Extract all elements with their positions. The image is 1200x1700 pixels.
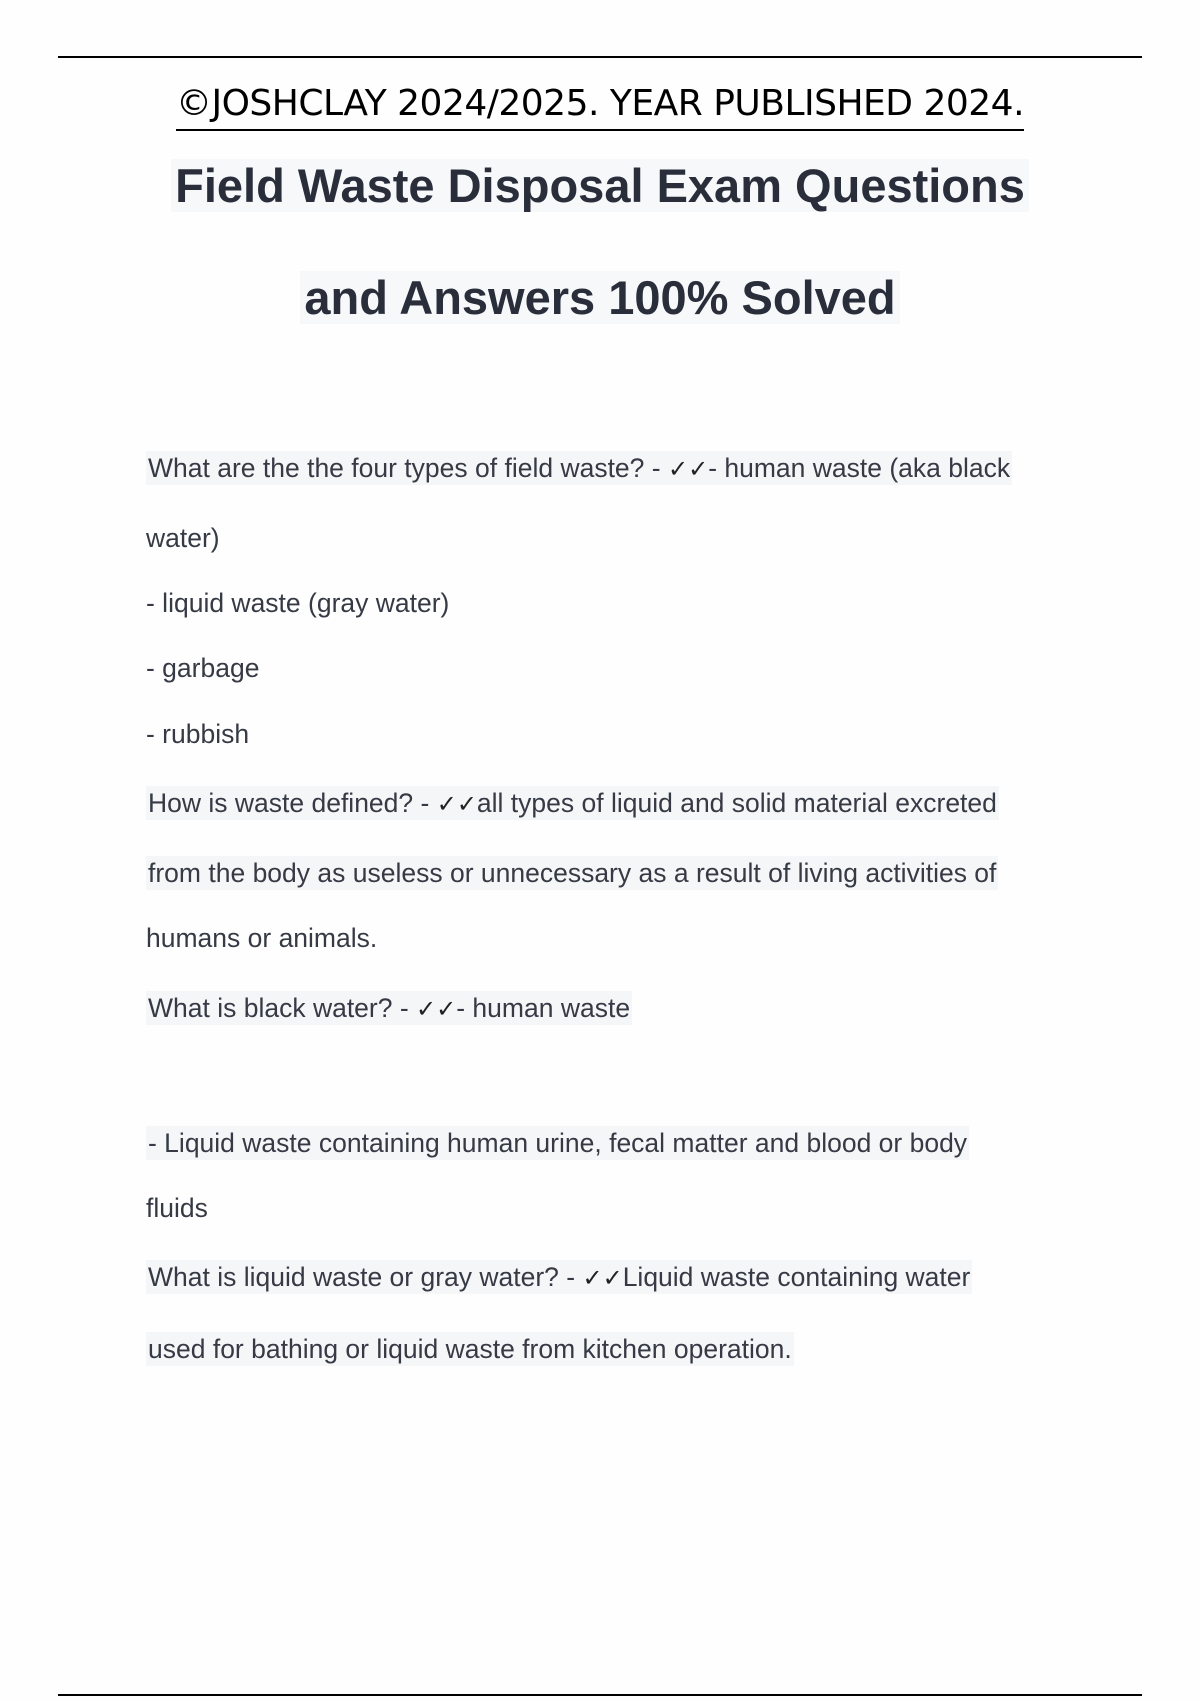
document-title-line-1: Field Waste Disposal Exam Questions [0,158,1200,213]
answer-2-text: all types of liquid and solid material excreted [476,788,997,818]
answer-4-text: Liquid waste containing water [622,1262,971,1292]
answer-2-continuation: from the body as useless or unnecessary as a result of living activities of [148,858,997,888]
document-title-line-2: and Answers 100% Solved [0,270,1200,325]
check-icon: ✓✓ [436,790,477,818]
question-4-text: What is liquid waste or gray water? - [148,1262,583,1292]
check-icon: ✓✓ [667,455,709,483]
question-4-line [146,1260,972,1295]
check-icon: ✓✓ [416,995,457,1023]
answer-4-continuation: used for bathing or liquid waste from kitchen operation. [148,1334,792,1364]
question-3-text: What is black water? - [148,993,417,1023]
answer-1-continuation: water) [146,523,220,553]
list-item: - liquid waste (gray water) [146,588,450,618]
top-rule [58,56,1142,58]
list-item: - rubbish [146,719,250,749]
answer-3-continuation: fluids [146,1193,208,1223]
question-2-text: How is waste defined? - [148,788,437,818]
check-icon: ✓✓ [582,1264,623,1292]
answer-3-text: - human waste [456,993,631,1023]
question-1-text: What are the the four types of field waste? - [148,453,668,483]
answer-1-text: - human waste (aka black [708,453,1011,483]
question-1-line [146,451,1012,486]
question-2-line [146,786,999,821]
question-3-line [146,991,632,1026]
copyright-header [0,76,1200,132]
bottom-rule [58,1694,1142,1696]
answer-2-continuation: humans or animals. [146,923,378,953]
answer-3-continuation: - Liquid waste containing human urine, fecal matter and blood or body [148,1128,968,1158]
copyright-text: ©JOSHCLAY 2024/2025. YEAR PUBLISHED 2024. [176,79,1024,131]
list-item: - garbage [146,653,260,683]
